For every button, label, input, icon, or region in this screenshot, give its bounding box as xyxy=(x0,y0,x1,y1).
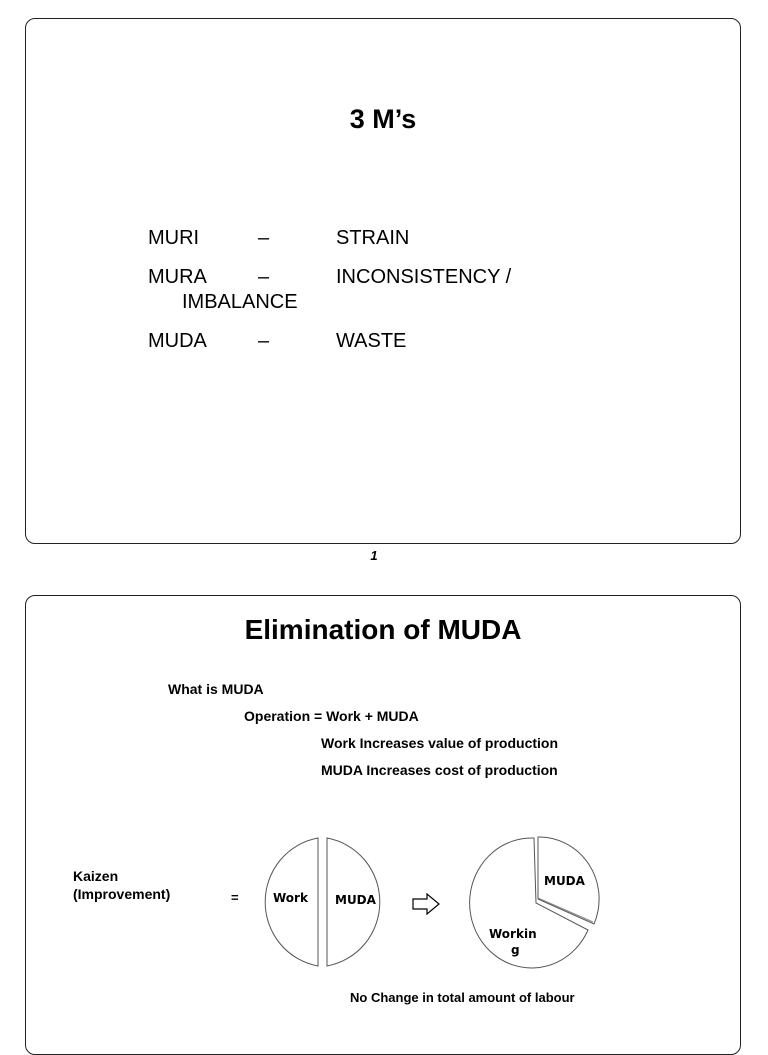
term-meaning-inconsistency: INCONSISTENCY / xyxy=(336,266,512,288)
term-dash: – xyxy=(258,266,270,288)
left-circle-muda-label: MUDA xyxy=(335,893,376,907)
kaizen-label: Kaizen xyxy=(73,868,119,884)
work-definition: Work Increases value of production xyxy=(321,735,559,751)
term-meaning-waste: WASTE xyxy=(336,330,407,352)
slide-2-title: Elimination of MUDA xyxy=(244,614,522,645)
term-dash: – xyxy=(258,227,270,249)
left-circle-work-label: Work xyxy=(273,891,308,905)
page-number: 1 xyxy=(370,548,378,563)
slide-2 xyxy=(25,595,741,1055)
muda-definition: MUDA Increases cost of production xyxy=(321,762,558,778)
right-circle-muda-label: MUDA xyxy=(544,874,585,888)
slide-1 xyxy=(25,18,741,544)
right-arrow-icon xyxy=(412,893,440,915)
what-is-muda-heading: What is MUDA xyxy=(168,681,264,697)
term-muri: MURI xyxy=(148,227,200,249)
term-mura: MURA xyxy=(148,266,207,288)
diagram-caption: No Change in total amount of labour xyxy=(350,990,575,1005)
kaizen-improvement-label: (Improvement) xyxy=(73,886,171,902)
term-meaning-strain: STRAIN xyxy=(336,227,410,249)
pie-circle-diagram xyxy=(470,836,600,970)
term-muda: MUDA xyxy=(148,330,207,352)
equals-sign: = xyxy=(231,890,239,905)
term-meaning-continuation: IMBALANCE xyxy=(182,291,298,313)
slide-1-title: 3 M’s xyxy=(349,104,417,134)
right-circle-working-label: Workin xyxy=(489,927,537,941)
right-circle-working-label-wrap: g xyxy=(511,943,520,957)
operation-equation: Operation = Work + MUDA xyxy=(244,708,419,724)
term-dash: – xyxy=(258,330,270,352)
